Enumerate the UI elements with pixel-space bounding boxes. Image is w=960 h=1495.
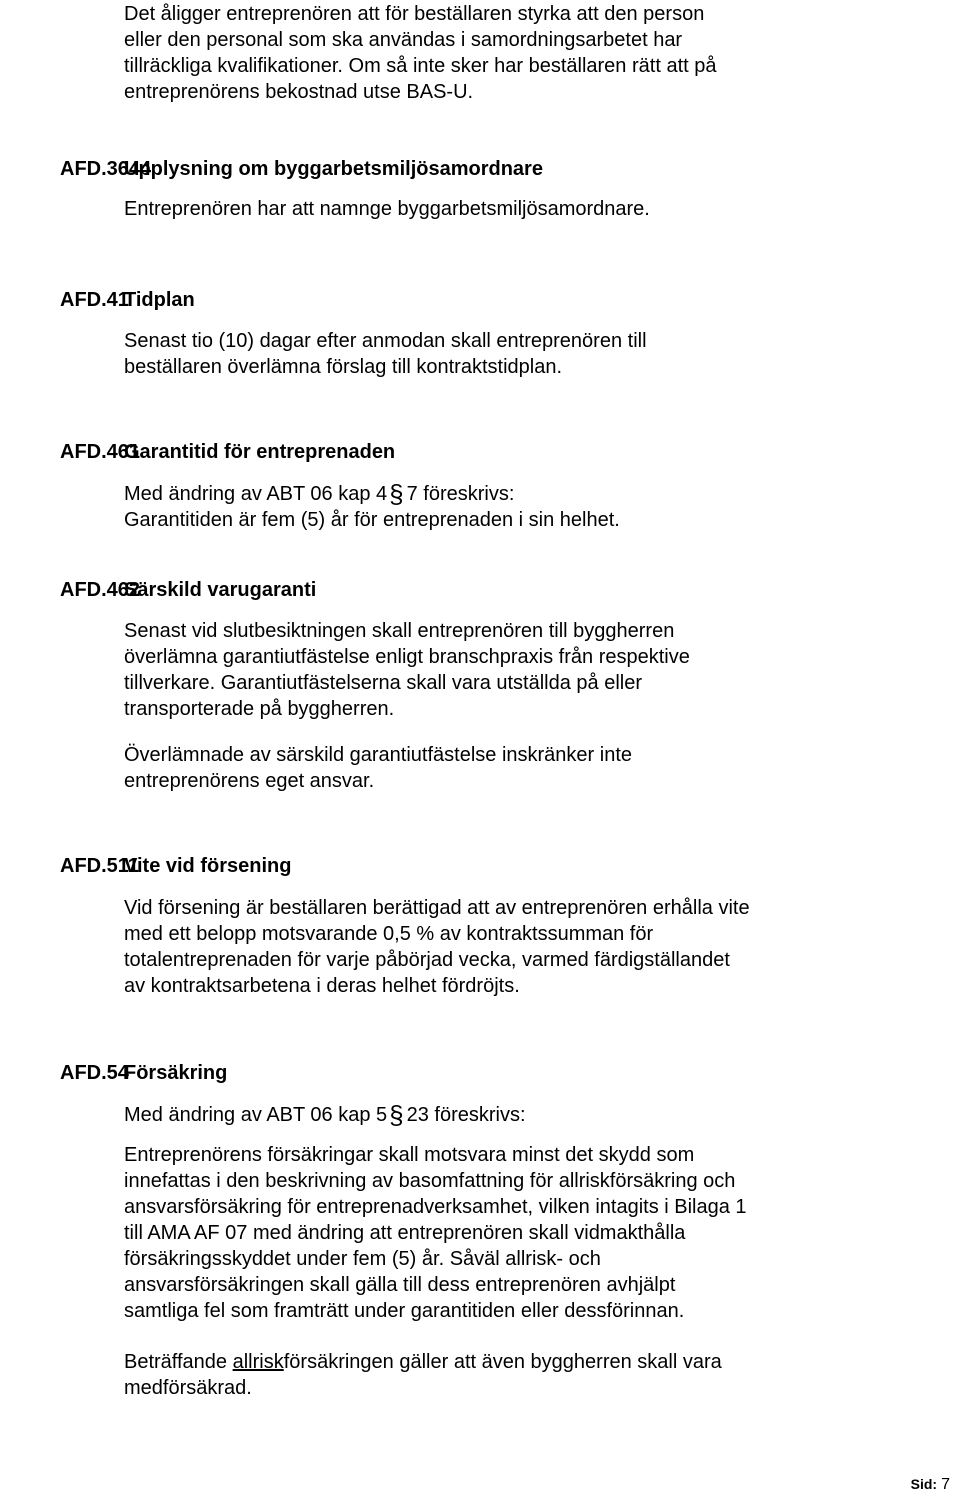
text-line: Vid försening är beställaren berättigad att av entreprenören erhålla vite <box>124 897 750 919</box>
underlined-text: allrisk <box>232 1351 284 1373</box>
text-line: överlämna garantiutfästelse enligt branschpraxis från respektive <box>124 646 690 668</box>
text-line: Senast tio (10) dagar efter anmodan skall entreprenören till <box>124 330 647 352</box>
text-line: ansvarsförsäkring för entreprenadverksamhet, vilken intagits i Bilaga 1 <box>124 1196 747 1218</box>
page-label: Sid: <box>910 1476 938 1492</box>
text-line: av kontraktsarbetena i deras helhet fördröjts. <box>124 975 520 997</box>
text-line: totalentreprenaden för varje påbörjad vecka, varmed färdigställandet <box>124 949 730 971</box>
text-line: Senast vid slutbesiktningen skall entreprenören till byggherren <box>124 620 675 642</box>
section-code: AFD.461 <box>60 441 141 463</box>
text-line: till AMA AF 07 med ändring att entreprenören skall vidmakthålla <box>124 1222 686 1244</box>
text-line: Överlämnade av särskild garantiutfästelse inskränker inte <box>124 744 633 766</box>
text-line: samtliga fel som framträtt under garantitiden eller dessförinnan. <box>124 1300 685 1322</box>
reference-text: Med ändring av ABT 06 kap 5 <box>124 1104 388 1126</box>
section-title: Tidplan <box>124 289 195 311</box>
section-paragraph <box>124 1142 747 1324</box>
section-code: AFD.462 <box>60 579 141 601</box>
text-line: Entreprenörens försäkringar skall motsvara minst det skydd som <box>124 1144 695 1166</box>
text-line: ansvarsförsäkringen skall gälla till dess entreprenören avhjälpt <box>124 1274 676 1296</box>
section-paragraph <box>124 196 650 222</box>
section-code: AFD.3644 <box>60 158 152 180</box>
section-code: AFD.54 <box>60 1062 129 1084</box>
section-sign-symbol: § <box>389 1100 404 1130</box>
section-paragraph <box>124 507 620 533</box>
text-line: tillräckliga kvalifikationer. Om så inte sker har beställaren rätt att på <box>124 55 717 77</box>
text-line <box>124 1349 722 1375</box>
reference-text: 7 föreskrivs: <box>406 483 515 505</box>
intro-paragraph <box>124 1 716 105</box>
section-sign-symbol: § <box>389 479 404 509</box>
section-reference-line <box>124 481 514 507</box>
section-code: AFD.511 <box>60 855 139 877</box>
text-line: entreprenörens bekostnad utse BAS-U. <box>124 81 474 103</box>
section-paragraph <box>124 895 750 999</box>
reference-text: Med ändring av ABT 06 kap 4 <box>124 483 388 505</box>
section-title: Försäkring <box>124 1062 228 1084</box>
text-line: Det åligger entreprenören att för beställaren styrka att den person <box>124 3 705 25</box>
text-line: med ett belopp motsvarande 0,5 % av kontraktssumman för <box>124 923 654 945</box>
text-line: medförsäkrad. <box>124 1377 252 1399</box>
section-reference-line <box>124 1102 526 1128</box>
section-paragraph <box>124 742 632 794</box>
section-paragraph <box>124 618 690 722</box>
text-run: Beträffande <box>124 1351 233 1373</box>
text-line: beställaren överlämna förslag till kontraktstidplan. <box>124 356 562 378</box>
text-line: innefattas i den beskrivning av basomfattning för allriskförsäkring och <box>124 1170 736 1192</box>
section-title: Särskild varugaranti <box>124 579 317 601</box>
text-line: Entreprenören har att namnge byggarbetsmiljösamordnare. <box>124 198 650 220</box>
section-paragraph <box>124 1349 722 1401</box>
reference-text: 23 föreskrivs: <box>406 1104 526 1126</box>
text-line: transporterade på byggherren. <box>124 698 395 720</box>
section-title: Vite vid försening <box>124 855 292 877</box>
text-line: entreprenörens eget ansvar. <box>124 770 375 792</box>
text-line: tillverkare. Garantiutfästelserna skall vara utställda på eller <box>124 672 643 694</box>
section-title: Upplysning om byggarbetsmiljösamordnare <box>124 158 543 180</box>
text-run: försäkringen gäller att även byggherren skall vara <box>283 1351 722 1373</box>
section-title: Garantitid för entreprenaden <box>124 441 396 463</box>
section-paragraph <box>124 328 647 380</box>
text-line: Garantitiden är fem (5) år för entreprenaden i sin helhet. <box>124 509 620 531</box>
page-number: 7 <box>941 1476 950 1493</box>
page-number-footer <box>911 1476 950 1493</box>
section-code: AFD.41 <box>60 289 129 311</box>
text-line: eller den personal som ska användas i samordningsarbetet har <box>124 29 683 51</box>
text-line: försäkringsskyddet under fem (5) år. Såväl allrisk- och <box>124 1248 601 1270</box>
